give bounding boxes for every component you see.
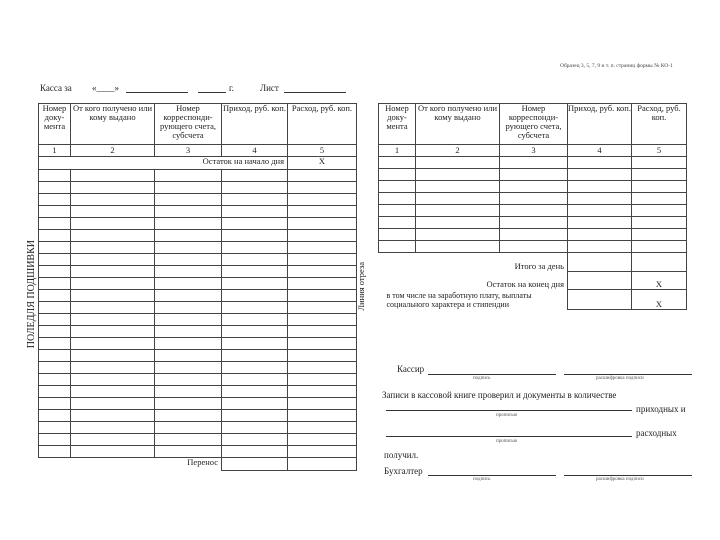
header-from-whom: От кого получено или кому выдано (416, 104, 500, 145)
cashier-decoding-line[interactable] (564, 374, 692, 375)
cashier-signature-line[interactable] (428, 374, 556, 375)
table-cell[interactable] (39, 290, 71, 302)
table-cell[interactable] (71, 290, 155, 302)
table-cell[interactable] (288, 386, 357, 398)
table-cell[interactable] (632, 217, 687, 229)
table-cell[interactable] (71, 230, 155, 242)
table-cell[interactable] (379, 181, 416, 193)
table-row (39, 434, 357, 446)
table-cell[interactable] (39, 350, 71, 362)
table-cell[interactable] (71, 326, 155, 338)
table-cell[interactable] (222, 302, 288, 314)
table-cell[interactable] (155, 362, 222, 374)
table-cell[interactable] (416, 205, 500, 217)
table-cell[interactable] (39, 218, 71, 230)
table-cell[interactable] (222, 230, 288, 242)
col-num: 5 (288, 145, 357, 157)
table-cell[interactable] (416, 169, 500, 181)
table-row (39, 242, 357, 254)
table-cell[interactable] (155, 206, 222, 218)
header-income: Приход, руб. коп. (222, 104, 288, 145)
table-cell[interactable] (288, 338, 357, 350)
table-cell[interactable] (416, 193, 500, 205)
table-cell[interactable] (39, 266, 71, 278)
table-cell[interactable] (632, 193, 687, 205)
table-cell[interactable] (155, 290, 222, 302)
table-row (39, 218, 357, 230)
col-num: 1 (39, 145, 71, 157)
outgoing-text: расходных (636, 428, 677, 438)
table-cell[interactable] (71, 254, 155, 266)
header-income: Приход, руб. коп. (568, 104, 632, 145)
table-cell[interactable] (39, 398, 71, 410)
table-cell[interactable] (39, 170, 71, 182)
table-cell[interactable] (39, 434, 71, 446)
table-row (39, 194, 357, 206)
table-row (39, 278, 357, 290)
kassa-label: Касса за (40, 83, 72, 93)
table-cell[interactable] (222, 338, 288, 350)
carry-over-label: Перенос (39, 458, 222, 471)
table-cell[interactable] (222, 350, 288, 362)
table-cell[interactable] (288, 266, 357, 278)
cut-line-label: Линия отреза (356, 262, 366, 311)
table-cell[interactable] (500, 193, 568, 205)
table-cell[interactable] (379, 205, 416, 217)
table-cell[interactable] (39, 446, 71, 458)
month-blank (126, 92, 188, 93)
table-cell[interactable] (288, 278, 357, 290)
table-cell[interactable] (39, 278, 71, 290)
decoding-caption: расшифровка подписи (596, 376, 644, 381)
table-cell[interactable] (288, 230, 357, 242)
salary-income[interactable] (568, 289, 632, 309)
table-cell[interactable] (568, 217, 632, 229)
table-cell[interactable] (39, 326, 71, 338)
header-doc-number: Номер доку-мента (379, 104, 416, 145)
table-row (379, 241, 687, 253)
table-cell[interactable] (222, 374, 288, 386)
table-cell[interactable] (155, 398, 222, 410)
table-cell[interactable] (71, 302, 155, 314)
carry-over-expense[interactable] (288, 458, 357, 471)
table-cell[interactable] (632, 229, 687, 241)
col-num: 2 (416, 145, 500, 157)
table-row (39, 326, 357, 338)
table-cell[interactable] (288, 170, 357, 182)
table-cell[interactable] (288, 314, 357, 326)
decoding-caption: расшифровка подписи (596, 477, 644, 482)
table-cell[interactable] (500, 217, 568, 229)
table-cell[interactable] (39, 206, 71, 218)
table-cell[interactable] (288, 410, 357, 422)
table-cell[interactable] (568, 205, 632, 217)
header-expense: Расход, руб. коп. (632, 104, 687, 145)
table-cell[interactable] (155, 266, 222, 278)
col-num: 1 (379, 145, 416, 157)
salary-label: в том числе на заработную плату, выплаты социального характера и стипендии (379, 289, 568, 309)
records-text: Записи в кассовой книге проверил и документы в количестве (382, 390, 617, 400)
table-cell[interactable] (71, 242, 155, 254)
outgoing-count-line[interactable] (386, 436, 632, 437)
col-num: 2 (71, 145, 155, 157)
table-cell[interactable] (39, 254, 71, 266)
accountant-label: Бухгалтер (384, 466, 423, 476)
header-account: Номер корреспонди-рующего счета, субсчета (155, 104, 222, 145)
table-row (379, 229, 687, 241)
total-label: Итого за день (379, 253, 568, 272)
table-row (39, 338, 357, 350)
table-cell[interactable] (222, 410, 288, 422)
table-cell[interactable] (416, 181, 500, 193)
table-cell[interactable] (416, 217, 500, 229)
table-cell[interactable] (568, 193, 632, 205)
col-num: 5 (632, 145, 687, 157)
table-cell[interactable] (288, 242, 357, 254)
words-caption: прописью (496, 439, 518, 444)
table-cell[interactable] (71, 170, 155, 182)
table-cell[interactable] (222, 386, 288, 398)
table-row (39, 374, 357, 386)
table-cell[interactable] (222, 362, 288, 374)
table-row (39, 386, 357, 398)
table-cell[interactable] (71, 446, 155, 458)
table-cell[interactable] (222, 266, 288, 278)
table-cell[interactable] (632, 241, 687, 253)
table-cell[interactable] (500, 181, 568, 193)
table-cell[interactable] (416, 157, 500, 169)
carry-over-income[interactable] (222, 458, 288, 471)
table-cell[interactable] (71, 374, 155, 386)
table-cell[interactable] (288, 398, 357, 410)
incoming-count-line[interactable] (386, 410, 632, 411)
table-cell[interactable] (288, 218, 357, 230)
table-cell[interactable] (39, 182, 71, 194)
form-caption: Образец 3, 5, 7, 9 и т. п. страниц формы № КО-1 (560, 63, 673, 69)
table-cell[interactable] (39, 374, 71, 386)
table-cell[interactable] (222, 254, 288, 266)
table-cell[interactable] (155, 278, 222, 290)
table-cell[interactable] (39, 386, 71, 398)
table-cell[interactable] (71, 386, 155, 398)
table-cell[interactable] (632, 181, 687, 193)
words-caption: прописью (496, 413, 518, 418)
table-row (39, 422, 357, 434)
header-account: Номер корреспонди-рующего счета, субсчета (500, 104, 568, 145)
table-cell[interactable] (39, 230, 71, 242)
table-cell[interactable] (155, 446, 222, 458)
cashier-label: Кассир (397, 364, 425, 374)
table-cell[interactable] (568, 169, 632, 181)
table-cell[interactable] (155, 194, 222, 206)
table-row (39, 362, 357, 374)
salary-mark: X (632, 289, 687, 309)
accountant-signature-line[interactable] (428, 475, 556, 476)
table-cell[interactable] (288, 254, 357, 266)
table-cell[interactable] (379, 229, 416, 241)
table-cell[interactable] (222, 434, 288, 446)
table-cell[interactable] (155, 230, 222, 242)
table-row (379, 193, 687, 205)
opening-balance-mark: X (288, 157, 357, 170)
table-cell[interactable] (288, 302, 357, 314)
table-cell[interactable] (288, 350, 357, 362)
table-cell[interactable] (500, 229, 568, 241)
table-cell[interactable] (222, 170, 288, 182)
received-text: получил. (384, 450, 419, 460)
table-cell[interactable] (155, 170, 222, 182)
table-cell[interactable] (222, 206, 288, 218)
table-cell[interactable] (500, 241, 568, 253)
table-cell[interactable] (288, 194, 357, 206)
table-cell[interactable] (155, 386, 222, 398)
year-blank (198, 92, 226, 93)
closing-balance-income[interactable] (568, 271, 632, 289)
binding-field-label: ПОЛЕДЛЯ ПОДШИВКИ (26, 240, 37, 349)
table-cell[interactable] (71, 422, 155, 434)
signature-caption: подпись (473, 376, 491, 381)
table-cell[interactable] (155, 350, 222, 362)
table-cell[interactable] (39, 194, 71, 206)
table-row (39, 398, 357, 410)
table-row (39, 410, 357, 422)
table-cell[interactable] (500, 169, 568, 181)
table-cell[interactable] (155, 374, 222, 386)
table-cell[interactable] (39, 302, 71, 314)
col-num: 4 (222, 145, 288, 157)
closing-balance-mark: X (632, 271, 687, 289)
table-cell[interactable] (500, 205, 568, 217)
table-row (379, 205, 687, 217)
table-cell[interactable] (222, 398, 288, 410)
table-cell[interactable] (222, 218, 288, 230)
table-row (379, 169, 687, 181)
table-cell[interactable] (71, 362, 155, 374)
total-income[interactable] (568, 253, 632, 272)
sheet-label: Лист (260, 83, 279, 93)
table-row (39, 302, 357, 314)
table-row (379, 181, 687, 193)
table-cell[interactable] (155, 410, 222, 422)
table-cell[interactable] (39, 422, 71, 434)
table-cell[interactable] (71, 182, 155, 194)
table-cell[interactable] (155, 242, 222, 254)
table-cell[interactable] (288, 422, 357, 434)
table-cell[interactable] (379, 193, 416, 205)
col-num: 3 (155, 145, 222, 157)
table-cell[interactable] (39, 362, 71, 374)
table-cell[interactable] (71, 218, 155, 230)
table-row (39, 254, 357, 266)
table-cell[interactable] (71, 314, 155, 326)
table-cell[interactable] (379, 169, 416, 181)
sheet-blank (284, 92, 346, 93)
header-expense: Расход, руб. коп. (288, 104, 357, 145)
table-cell[interactable] (39, 242, 71, 254)
table-cell[interactable] (568, 181, 632, 193)
table-cell[interactable] (632, 205, 687, 217)
header-doc-number: Номер доку-мента (39, 104, 71, 145)
table-cell[interactable] (71, 434, 155, 446)
table-cell[interactable] (379, 157, 416, 169)
left-ledger-table (38, 103, 357, 471)
table-cell[interactable] (155, 254, 222, 266)
table-row (39, 182, 357, 194)
table-cell[interactable] (71, 398, 155, 410)
table-cell[interactable] (568, 157, 632, 169)
table-cell[interactable] (416, 229, 500, 241)
table-row (39, 314, 357, 326)
table-cell[interactable] (416, 241, 500, 253)
table-cell[interactable] (155, 434, 222, 446)
table-cell[interactable] (288, 374, 357, 386)
table-cell[interactable] (155, 326, 222, 338)
table-cell[interactable] (288, 326, 357, 338)
table-row (379, 217, 687, 229)
table-cell[interactable] (568, 241, 632, 253)
table-cell[interactable] (39, 338, 71, 350)
table-cell[interactable] (379, 241, 416, 253)
table-cell[interactable] (288, 362, 357, 374)
table-cell[interactable] (288, 206, 357, 218)
closing-balance-label: Остаток на конец дня (379, 271, 568, 289)
table-cell[interactable] (222, 314, 288, 326)
col-num: 3 (500, 145, 568, 157)
table-row (39, 266, 357, 278)
table-cell[interactable] (71, 350, 155, 362)
col-num: 4 (568, 145, 632, 157)
table-cell[interactable] (71, 338, 155, 350)
table-cell[interactable] (71, 410, 155, 422)
opening-balance-label: Остаток на начало дня (39, 157, 288, 170)
table-cell[interactable] (71, 278, 155, 290)
table-cell[interactable] (155, 338, 222, 350)
total-expense[interactable] (632, 253, 687, 272)
table-cell[interactable] (222, 194, 288, 206)
table-row (39, 290, 357, 302)
table-cell[interactable] (288, 182, 357, 194)
table-cell[interactable] (39, 410, 71, 422)
signature-caption: подпись (473, 477, 491, 482)
table-cell[interactable] (155, 218, 222, 230)
table-row (39, 230, 357, 242)
table-row (379, 157, 687, 169)
right-ledger-table (378, 103, 687, 310)
table-cell[interactable] (379, 217, 416, 229)
table-cell[interactable] (71, 194, 155, 206)
table-cell[interactable] (222, 182, 288, 194)
table-cell[interactable] (222, 242, 288, 254)
table-cell[interactable] (568, 229, 632, 241)
header-from-whom: От кого получено или кому выдано (71, 104, 155, 145)
table-cell[interactable] (71, 266, 155, 278)
table-cell[interactable] (39, 314, 71, 326)
table-cell[interactable] (155, 302, 222, 314)
table-row (39, 170, 357, 182)
table-cell[interactable] (155, 422, 222, 434)
table-cell[interactable] (71, 206, 155, 218)
table-cell[interactable] (500, 157, 568, 169)
table-cell[interactable] (632, 169, 687, 181)
table-cell[interactable] (288, 290, 357, 302)
table-row (39, 206, 357, 218)
table-cell[interactable] (288, 434, 357, 446)
table-row (39, 350, 357, 362)
table-cell[interactable] (155, 314, 222, 326)
table-cell[interactable] (222, 278, 288, 290)
table-cell[interactable] (288, 446, 357, 458)
accountant-decoding-line[interactable] (564, 475, 692, 476)
table-cell[interactable] (222, 326, 288, 338)
incoming-text: приходных и (636, 404, 686, 414)
table-cell[interactable] (155, 182, 222, 194)
table-row (39, 446, 357, 458)
date-quote: «____» (92, 83, 119, 93)
table-cell[interactable] (222, 422, 288, 434)
year-suffix: г. (229, 83, 234, 93)
table-cell[interactable] (222, 290, 288, 302)
table-cell[interactable] (222, 446, 288, 458)
table-cell[interactable] (632, 157, 687, 169)
